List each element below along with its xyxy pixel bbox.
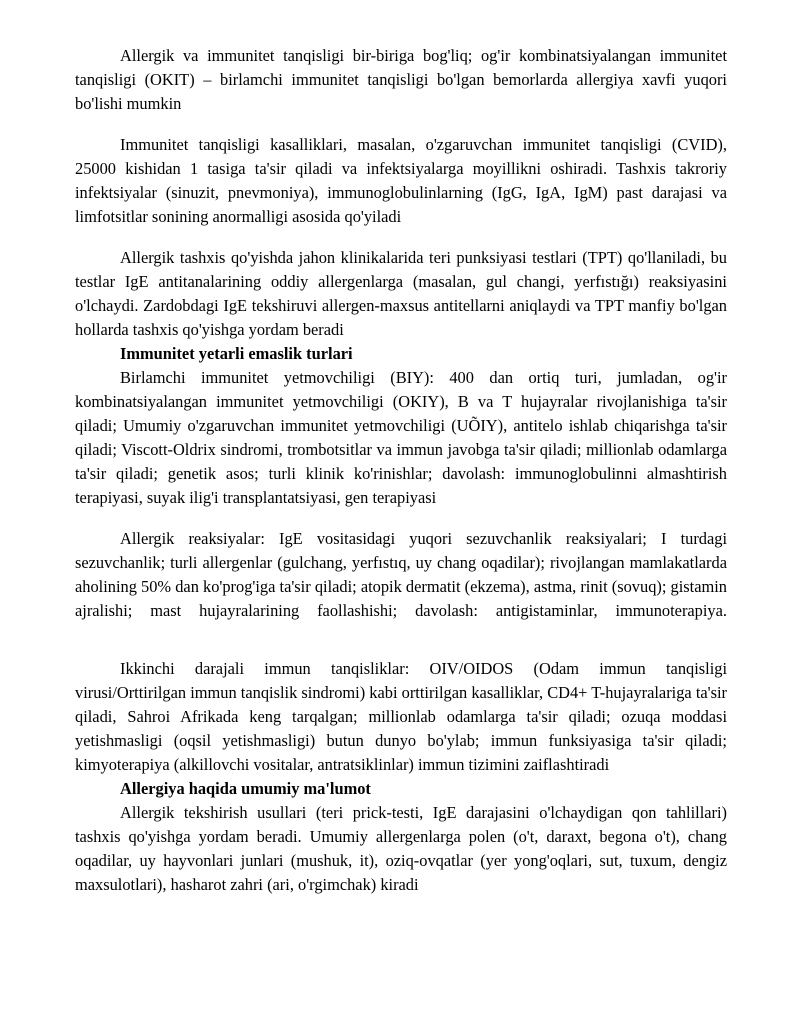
paragraph-allergic-reactions: Allergik reaksiyalar: IgE vositasidagi yuqori sezuvchanlik reaksiyalari; I turdagi sezuvchanlik; turli allergenlar (gulchang, yerfıstıq, uy chang oqadilar); rivojlangan mamlakatlarda aholining 50% dan ko'prog'iga ta'sir qiladi; atopik dermatit (ekzema), astma, rinit (sovuq); gistamin ajralishi; mast hujayralarining faollashishi; davolash: antigistaminlar, immunoterapiya. (75, 529, 727, 620)
paragraph-secondary-immunodeficiency: Ikkinchi darajali immun tanqisliklar: OIV/OIDOS (Odam immun tanqisligi virusi/Orttirilgan immun tanqislik sindromi) kabi orttirilgan kasalliklar, CD4+ T-hujayralariga ta'sir qiladi, Sahroi Afrikada keng tarqalgan; millionlab odamlarga ta'sir qiladi; ozuqa moddasi yetishmasligi (oqsil yetishmasligi) butun dunyo bo'ylab; immun funksiyasiga ta'sir qiladi; kimyoterapiya (alkillovchi vositalar, antratsiklinlar) immun tizimini zaiflashtiradi (75, 659, 727, 774)
paragraph-allergy-immunodeficiency-link: Allergik va immunitet tanqisligi bir-biriga bog'liq; og'ir kombinatsiyalangan immunitet tanqisligi (OKIT) – birlamchi immunitet tanqisligi bo'lgan bemorlarda allergiya xavfi yuqori bo'lishi mumkin (75, 46, 727, 113)
paragraph-allergy-testing: Allergik tekshirish usullari (teri prick-testi, IgE darajasini o'lchaydigan qon tahlillari) tashxis qo'yishga yordam beradi. Umumiy allergenlarga polen (o't, daraxt, begona o't), chang oqadilar, uy hayvonlari junlari (mushuk, it), oziq-ovqatlar (yer yong'oqlari, sut, tuxum, dengiz maxsulotlari), hasharot zahri (ari, o'rgimchak) kiradi (75, 803, 727, 894)
paragraph-immunodeficiency-diseases: Immunitet tanqisligi kasalliklari, masalan, o'zgaruvchan immunitet tanqisligi (CVID), 25000 kishidan 1 tasiga ta'sir qiladi va infektsiyalarga moyillikni oshiradi. Tashxis takroriy infektsiyalar (sinuzit, pnevmoniya), immunoglobulinlarning (IgG, IgA, IgM) past darajasi va limfotsitlar sonining anormalligi asosida qo'yiladi (75, 135, 727, 226)
heading-allergy-overview: Allergiya haqida umumiy ma'lumot (120, 779, 371, 798)
paragraph-primary-immunodeficiency: Birlamchi immunitet yetmovchiligi (BIY): 400 dan ortiq turi, jumladan, og'ir kombinatsiyalangan immunitet yetmovchiligi (OKIY), B va T hujayralar rivojlanishiga ta'sir qiladi; Umumiy o'zgaruvchan immunitet yetmovchiligi (UÕIY), antitelo ishlab chiqarishga ta'sir qiladi; Viscott-Oldrix sindromi, trombotsitlar va immun javobga ta'sir qiladi; millionlab odamlarga ta'sir qiladi; genetik asos; turli klinik ko'rinishlar; davolash: immunoglobulinni almashtirish terapiyasi, suyak ilig'i transplantatsiyasi, gen terapiyasi (75, 368, 727, 507)
heading-immunodeficiency-types: Immunitet yetarli emaslik turlari (120, 344, 353, 363)
document-page (75, 44, 727, 897)
paragraph-allergy-diagnosis: Allergik tashxis qo'yishda jahon klinikalarida teri punksiyasi testlari (TPT) qo'llaniladi, bu testlar IgE antitanalarining oddiy allergenlarga (masalan, gul changi, yerfıstığı) reaksiyasini o'lchaydi. Zardobdagi IgE tekshiruvi allergen-maxsus antitellarni aniqlaydi va TPT manfiy bo'lgan hollarda tashxis qo'yishga yordam beradi (75, 248, 727, 339)
